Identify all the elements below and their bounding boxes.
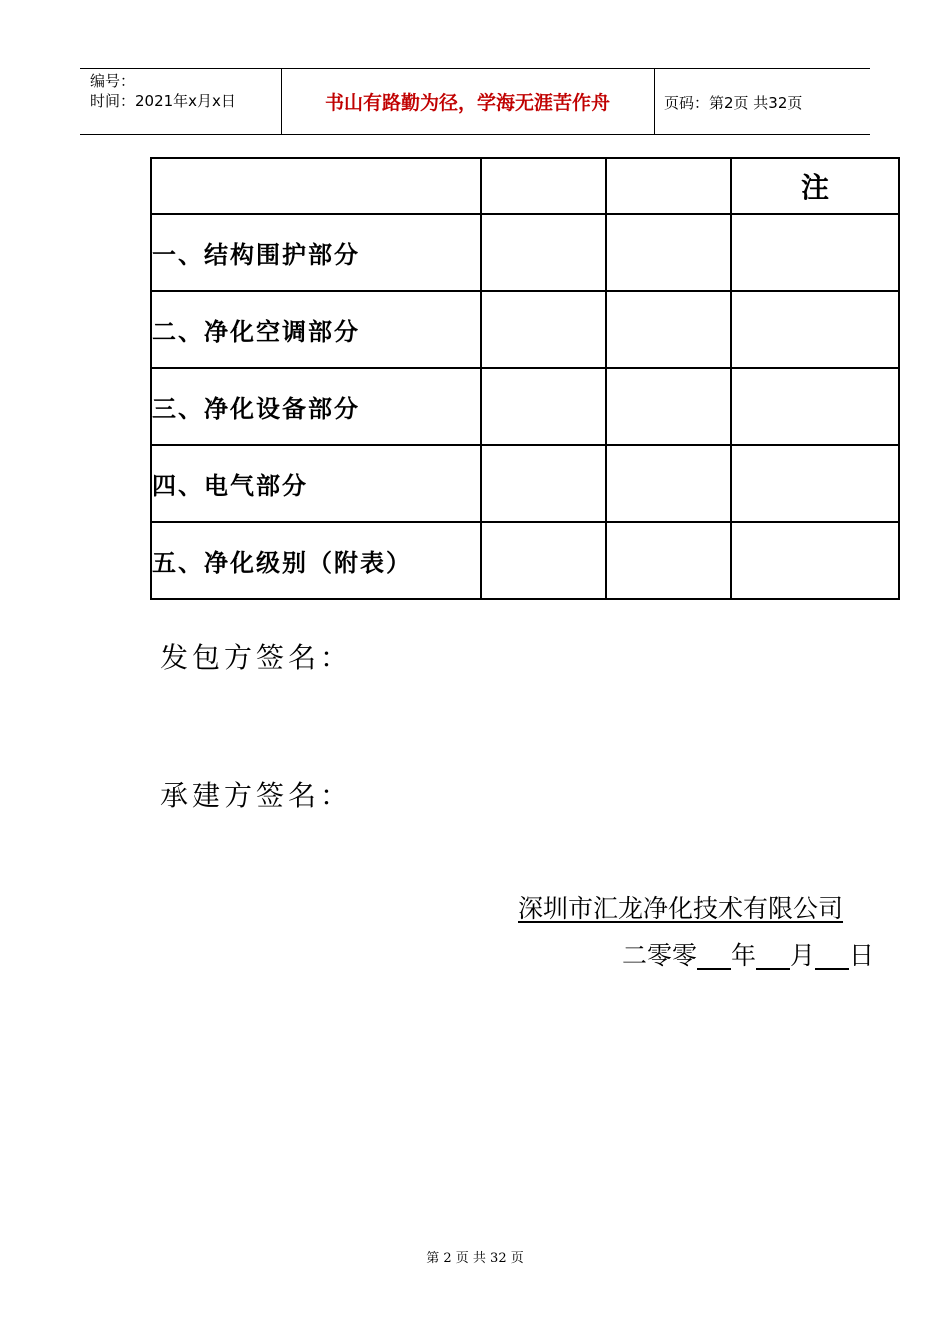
company-name: 深圳市汇龙净化技术有限公司	[518, 894, 844, 923]
day-blank	[815, 942, 849, 970]
table-row	[151, 368, 899, 445]
note-header: 注	[731, 158, 899, 214]
table-cell	[481, 214, 606, 291]
page-header	[80, 68, 870, 135]
date-month: 月	[790, 941, 816, 970]
table-cell	[606, 522, 731, 599]
party-a-signature-label: 发包方签名：	[160, 641, 353, 674]
table-cell	[606, 214, 731, 291]
row-label: 四、电气部分	[151, 445, 481, 522]
header-page-info: 页码：第2页 共32页	[664, 94, 803, 112]
page-footer: 第 2 页 共 32 页	[426, 1251, 524, 1266]
header-divider	[654, 69, 655, 134]
year-blank	[697, 942, 731, 970]
items-table	[150, 157, 900, 600]
table-cell	[481, 522, 606, 599]
table-cell	[606, 368, 731, 445]
row-label: 一、结构围护部分	[151, 214, 481, 291]
date-prefix: 二零零	[622, 941, 698, 970]
table-cell	[481, 368, 606, 445]
date-year: 年	[731, 941, 757, 970]
table-cell	[731, 291, 899, 368]
table-cell	[606, 445, 731, 522]
table-cell	[481, 158, 606, 214]
header-motto: 书山有路勤为径，学海无涯苦作舟	[324, 92, 610, 114]
date-line	[622, 936, 874, 972]
doc-number-label: 编号：	[90, 72, 136, 90]
table-cell	[151, 158, 481, 214]
time-label: 时间：2021年x月x日	[90, 92, 236, 110]
table-row	[151, 214, 899, 291]
table-cell	[606, 291, 731, 368]
table-header-row	[151, 158, 899, 214]
row-label: 五、净化级别（附表）	[151, 522, 481, 599]
table-cell	[481, 445, 606, 522]
table-cell	[731, 522, 899, 599]
table-cell	[606, 158, 731, 214]
table-cell	[731, 445, 899, 522]
party-b-signature-label: 承建方签名：	[160, 779, 353, 812]
table-row	[151, 522, 899, 599]
row-label: 二、净化空调部分	[151, 291, 481, 368]
table-row	[151, 445, 899, 522]
date-day: 日	[849, 941, 875, 970]
row-label: 三、净化设备部分	[151, 368, 481, 445]
month-blank	[756, 942, 790, 970]
table-cell	[731, 368, 899, 445]
table-cell	[731, 214, 899, 291]
table-cell	[481, 291, 606, 368]
header-meta	[90, 71, 236, 111]
table-row	[151, 291, 899, 368]
